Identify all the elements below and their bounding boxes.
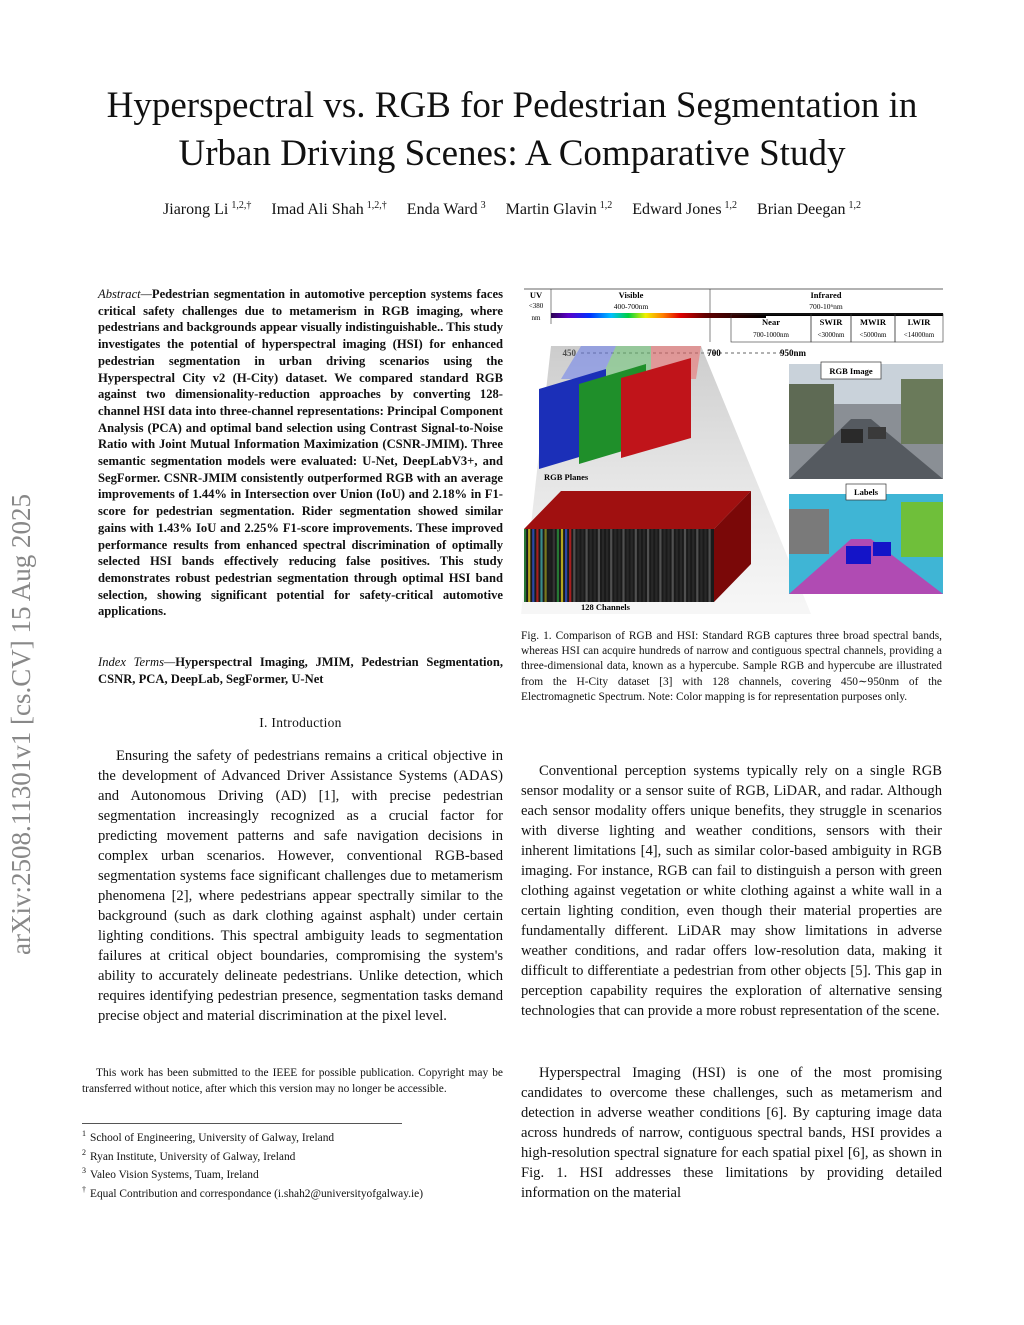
body-paragraph: Conventional perception systems typically rely on a single RGB sensor modality or a sensor suite of RGB, LiDAR, and radar. Although each sensor modality offers unique benefits, they struggle in scenarios with diverse lighting and weather conditions, sensors with their inherent limitations [4], such as similar color-based ambiguity in RGB imaging. For instance, RGB can fail to distinguish a person with green clothing against vegetation or white clothing against a white wall in a certain lighting condition, even though their material properties are fundamentally different. LiDAR may show limitations in adverse weather conditions, and radar offers low-resolution data, making it difficult to differentiate a pedestrian from other objects [5]. This gap in perception capability requires the exploration of alternative sensing technologies that can provide a more robust representation of the scene. <box>521 763 942 1019</box>
hypercube-band <box>540 529 542 602</box>
hypercube-band <box>643 529 645 602</box>
hypercube-band <box>545 529 547 602</box>
arxiv-watermark: arXiv:2508.11301v1 [cs.CV] 15 Aug 2025 <box>6 494 36 955</box>
mwir-range: <5000nm <box>859 331 887 339</box>
marker-950: 950nm <box>779 348 807 358</box>
hypercube-band <box>663 529 665 602</box>
section-heading: I. Introduction <box>259 715 342 730</box>
footnote: † Equal Contribution and correspondance (i.shah2@universityofgalway.ie) <box>82 1185 424 1200</box>
hypercube-band <box>557 529 559 602</box>
hypercube-band <box>627 529 629 602</box>
paper-title: Hyperspectral vs. RGB for Pedestrian Segmentation in Urban Driving Scenes: A Comparative Study <box>106 85 918 174</box>
uv-label: UV <box>529 290 543 300</box>
abstract <box>98 286 503 620</box>
hypercube-band <box>692 529 694 602</box>
hypercube-band <box>606 529 608 602</box>
channels-label: 128 Channels <box>581 602 630 612</box>
mwir-label: MWIR <box>860 317 886 327</box>
hypercube-band <box>635 529 637 602</box>
swir-label: SWIR <box>819 317 843 327</box>
uv-range: <380 <box>528 302 544 310</box>
lwir-range: <14000nm <box>903 331 935 339</box>
author: Martin Glavin $^{1,2}$ <box>505 200 613 219</box>
labels-label: Labels <box>853 487 879 497</box>
hypercube-band <box>532 529 534 602</box>
index-terms <box>98 654 503 687</box>
hypercube-band <box>581 529 583 602</box>
lwir-label: LWIR <box>907 317 931 327</box>
hypercube-band <box>594 529 596 602</box>
rgb-image <box>789 362 943 479</box>
hypercube-band <box>622 529 624 602</box>
footnote: $^3$ Valeo Vision Systems, Tuam, Ireland <box>82 1166 259 1182</box>
label-car <box>873 542 891 556</box>
author: Enda Ward $^3$ <box>406 200 486 219</box>
hypercube-band <box>651 529 653 602</box>
hypercube <box>524 491 751 612</box>
abstract-lead: Abstract— <box>98 287 152 301</box>
hypercube-band <box>704 529 706 602</box>
rgb-image-label: RGB Image <box>829 366 873 376</box>
hypercube-band <box>569 529 571 602</box>
hypercube-band <box>549 529 551 602</box>
infrared-label: Infrared <box>810 290 842 300</box>
author: Jiarong Li $^{1,2,\dagger}$ <box>163 200 252 219</box>
visible-range: 400-700nm <box>613 302 649 311</box>
footnote: $^1$ School of Engineering, University of Galway, Ireland <box>82 1129 335 1144</box>
author: Imad Ali Shah $^{1,2,\dagger}$ <box>271 200 387 219</box>
author: Brian Deegan $^{1,2}$ <box>757 200 861 219</box>
hypercube-band <box>709 529 711 602</box>
labels-image <box>789 484 943 594</box>
author: Edward Jones $^{1,2}$ <box>632 200 738 219</box>
hypercube-band <box>672 529 674 602</box>
hypercube-band <box>631 529 633 602</box>
hypercube-band <box>614 529 616 602</box>
footnote: $^2$ Ryan Institute, University of Galway, Ireland <box>82 1147 296 1163</box>
hypercube-top <box>524 491 751 529</box>
hypercube-band <box>610 529 612 602</box>
hypercube-band <box>561 529 563 602</box>
rgb-planes-label: RGB Planes <box>544 472 589 482</box>
near-range: 700-1000nm <box>753 331 789 339</box>
uv-unit: nm <box>531 314 541 322</box>
marker-700: 700 <box>707 348 721 358</box>
footnote-divider <box>82 1123 402 1124</box>
author-list <box>60 200 964 219</box>
hypercube-band <box>688 529 690 602</box>
hypercube-band <box>684 529 686 602</box>
label-vegetation <box>901 502 943 557</box>
hypercube-band <box>590 529 592 602</box>
hypercube-band <box>647 529 649 602</box>
index-terms-text: Hyperspectral Imaging, JMIM, Pedestrian Segmentation, CSNR, PCA, DeepLab, SegFormer, U-Net <box>98 655 503 686</box>
hypercube-band <box>586 529 588 602</box>
hypercube-band <box>536 529 538 602</box>
hypercube-band <box>598 529 600 602</box>
abstract-text: Pedestrian segmentation in automotive perception systems faces critical safety challenges due to metamerism in RGB imaging, where pedestrians and backgrounds appear visually indistinguishable.. This study investigates the potential of hyperspectral imaging (HSI) for enhanced pedestrian segmentation in urban driving scenarios using the Hyperspectral City v2 (H-City) dataset. We compared standard RGB against two dimensionality-reduction approaches by converting 128-channel HSI data into three-channel representations: Principal Component Analysis (PCA) and optimal band selection using Contrast Signal-to-Noise Ratio with Joint Mutual Information Maximization (CSNR-JMIM). Three semantic segmentation models were evaluated: U-Net, DeepLabV3+, and SegFormer. CSNR-JMIM consistently outperformed RGB with an average improvements of 1.44% in Intersection over Union (IoU) and 2.18% in F1-score for pedestrian segmentation. Rider segmentation showed similar gains with 1.43% IoU and 2.25% F1-score improvements. These improved performance results from enhanced spectral discrimination of optimally selected HSI bands effectively reducing false positives. This study demonstrates robust pedestrian segmentation through optimal HSI band selection, showing significant potential for safety-critical automotive applications. <box>98 287 503 619</box>
swir-range: <3000nm <box>817 331 845 339</box>
figure-caption: Fig. 1. Comparison of RGB and HSI: Standard RGB captures three broad spectral bands, whereas HSI can acquire hundreds of narrow and contiguous spectral channels, providing a three-dimensional data, known as a hypercube. Sample RGB and hypercube are illustrated from the H-City dataset [3] with 128 channels, covering 450∼950nm of the Electromagnetic Spectrum. Note: Color mapping is for representation purposes only. <box>521 630 942 703</box>
hypercube-band <box>680 529 682 602</box>
figure-1 <box>521 284 946 614</box>
hypercube-band <box>696 529 698 602</box>
label-car <box>846 546 871 564</box>
hypercube-band <box>524 529 526 602</box>
visible-label: Visible <box>618 290 644 300</box>
infrared-range: 700-10⁶nm <box>809 302 843 311</box>
index-terms-lead: Index Terms— <box>98 655 176 669</box>
hypercube-band <box>668 529 670 602</box>
submission-note: This work has been submitted to the IEEE for possible publication. Copyright may be transferred without notice, after which this version may no longer be accessible. <box>82 1067 503 1095</box>
hypercube-band <box>618 529 620 602</box>
hypercube-band <box>553 529 555 602</box>
hypercube-band <box>676 529 678 602</box>
hypercube-band <box>659 529 661 602</box>
hypercube-band <box>573 529 575 602</box>
label-building <box>789 509 829 554</box>
hypercube-band <box>700 529 702 602</box>
hypercube-band <box>655 529 657 602</box>
hypercube-band <box>565 529 567 602</box>
hypercube-band <box>528 529 530 602</box>
intro-paragraph: Ensuring the safety of pedestrians remains a critical objective in the development of Advanced Driver Assistance Systems (ADAS) and Autonomous Driving (AD) [1], with precise pedestrian segmentation increasingly recognized as a crucial factor for predicting movement patterns and safe navigation decisions in complex urban scenarios. However, conventional RGB-based segmentation systems face significant challenges due to metamerism phenomena [2], where pedestrians appear spectrally similar to the background (such as dark clothing against asphalt) under certain lighting conditions. This spectral ambiguity leads to segmentation failures at critical object boundaries, compromising the system's ability to accurately delineate pedestrians. Unlike detection, which requires identifying pedestrian presence, segmentation tasks demand precise object and material discrimination at the pixel level. <box>98 748 503 1024</box>
body-paragraph: Hyperspectral Imaging (HSI) is one of the most promising candidates to overcome these challenges, such as metamerism and detection in adverse weather conditions [6]. By capturing image data across hundreds of narrow, contiguous spectral bands, HSI provides a high-resolution spectral signature for each spatial pixel [6], as shown in Fig. 1. HSI addresses these limitations by providing detailed information on the material <box>521 1065 942 1201</box>
footnotes <box>82 1127 512 1202</box>
hypercube-band <box>602 529 604 602</box>
hypercube-band <box>577 529 579 602</box>
near-label: Near <box>762 317 780 327</box>
hypercube-band <box>639 529 641 602</box>
